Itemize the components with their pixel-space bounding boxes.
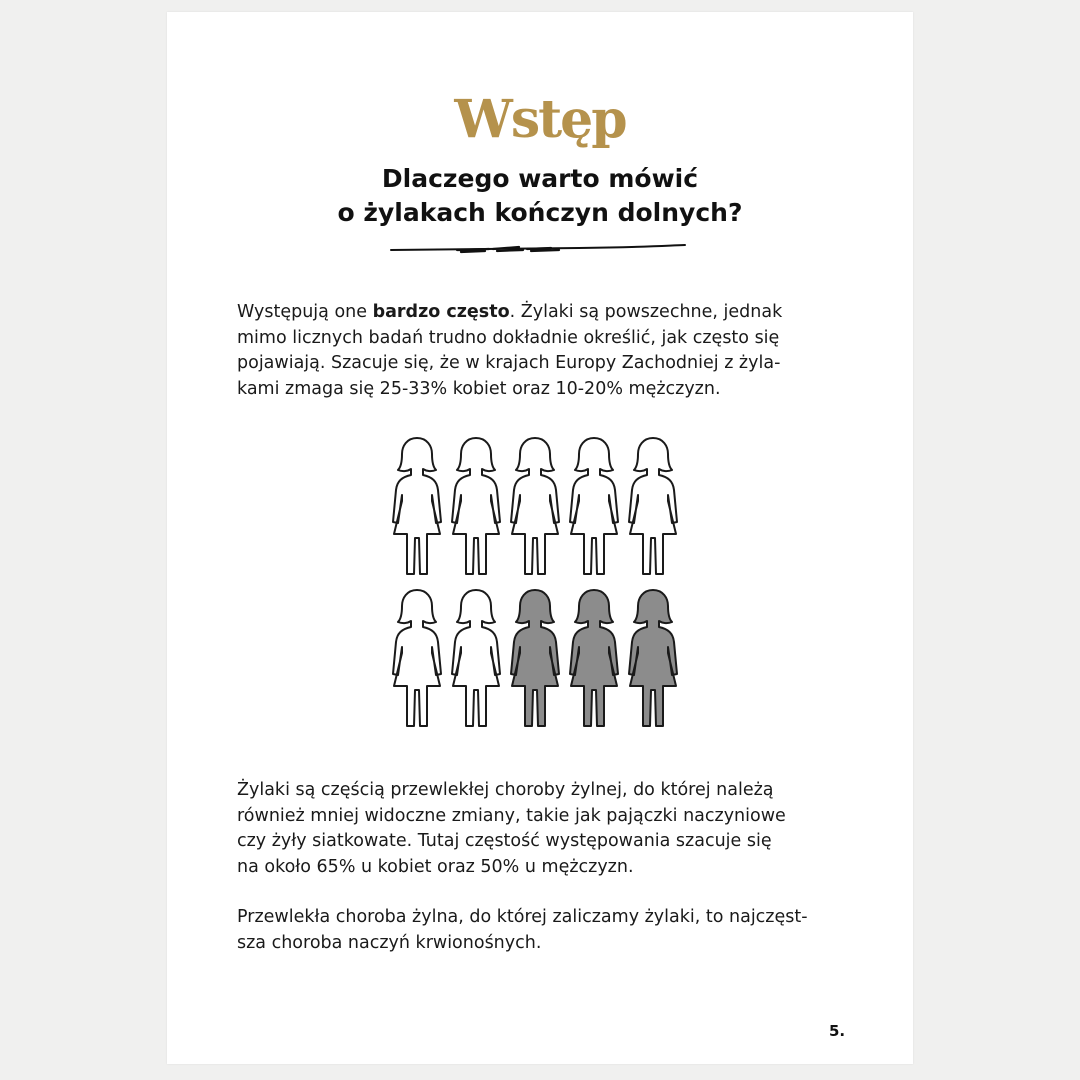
paragraph-line — [237, 300, 847, 326]
bold-text: bardzo często — [372, 302, 510, 322]
paragraph-line: pojawiają. Szacuje się, że w krajach Europy Zachodniej z żyla- — [237, 353, 781, 373]
woman-figure-icon — [570, 438, 618, 574]
page-subtitle — [167, 162, 913, 230]
woman-figure-icon — [511, 438, 559, 574]
page-number: 5. — [829, 1022, 846, 1040]
paragraph-most-common — [237, 905, 847, 956]
subtitle-line-1: Dlaczego warto mówić — [381, 164, 699, 193]
paragraph-line: sza choroba naczyń krwionośnych. — [237, 932, 542, 953]
text-run: . Żylaki są powszechne, jednak — [509, 302, 783, 322]
woman-figure-highlighted-icon — [629, 590, 677, 726]
woman-figure-icon — [393, 438, 441, 574]
paragraph-chronic-venous-disease — [237, 778, 847, 880]
woman-figure-highlighted-icon — [511, 590, 559, 726]
section-heading: Wstęp — [454, 89, 626, 150]
document-page — [167, 12, 913, 1064]
paragraph-line: mimo licznych badań trudno dokładnie określić, jak często się — [237, 327, 780, 348]
woman-figure-icon — [629, 438, 677, 574]
paragraph-line: czy żyły siatkowate. Tutaj częstość występowania szacuje się — [237, 831, 772, 851]
paragraph-line: na około 65% u kobiet oraz 50% u mężczyzn. — [237, 856, 634, 877]
paragraph-line: Żylaki są częścią przewlekłej choroby żylnej, do której należą — [237, 780, 774, 800]
women-infographic — [387, 434, 687, 744]
subtitle-line-2: o żylakach kończyn dolnych? — [337, 198, 743, 227]
text-run: Występują one — [237, 302, 373, 322]
paragraph-prevalence — [237, 300, 847, 402]
paragraph-line: kami zmaga się 25-33% kobiet oraz 10-20% mężczyzn. — [237, 378, 721, 399]
woman-figure-icon — [452, 438, 500, 574]
woman-figure-icon — [393, 590, 441, 726]
woman-figure-icon — [452, 590, 500, 726]
woman-figure-highlighted-icon — [570, 590, 618, 726]
paragraph-line: Przewlekła choroba żylna, do której zaliczamy żylaki, to najczęst- — [237, 907, 808, 927]
paragraph-line: również mniej widoczne zmiany, takie jak pajączki naczyniowe — [237, 805, 786, 826]
decorative-divider — [389, 241, 689, 257]
